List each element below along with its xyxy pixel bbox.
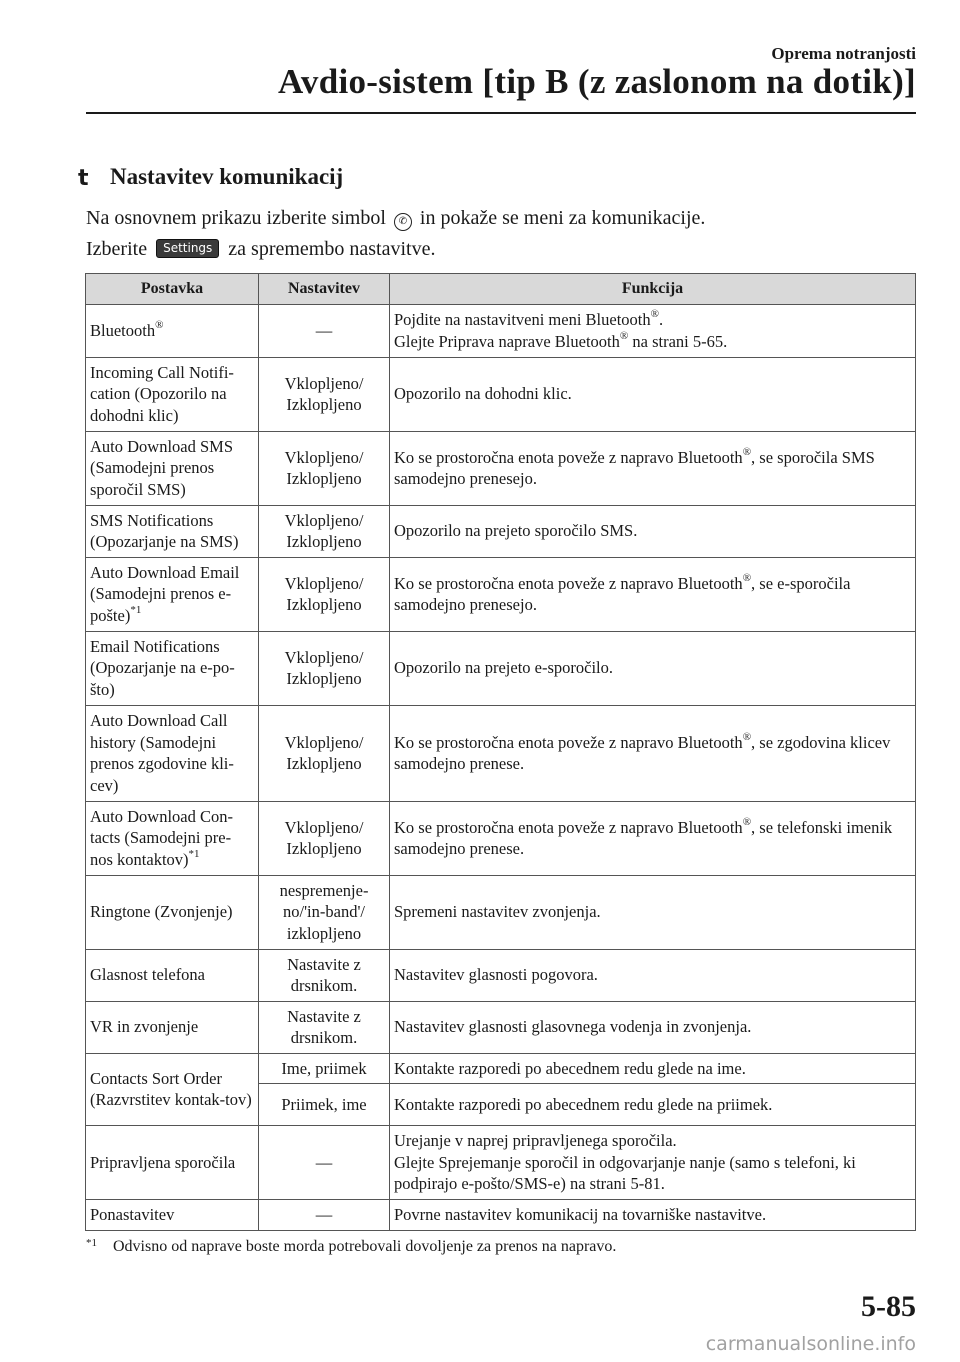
- header-section-label: Oprema notranjosti: [771, 44, 916, 63]
- setting-cell: —: [259, 1126, 390, 1200]
- column-header: Postavka: [86, 274, 259, 305]
- function-cell: Kontakte razporedi po abecednem redu glede na ime.: [390, 1053, 916, 1084]
- table-row: [86, 357, 916, 431]
- setting-cell: —: [259, 304, 390, 357]
- intro-line-2: [86, 233, 916, 265]
- item-cell: Pripravljena sporočila: [86, 1126, 259, 1200]
- function-cell: Ko se prostoročna enota poveže z napravo Bluetooth®, se zgodovina klicev samodejno prenese.: [390, 705, 916, 801]
- setting-cell: Vklopljeno/ Izklopljeno: [259, 357, 390, 431]
- function-cell: Opozorilo na dohodni klic.: [390, 357, 916, 431]
- function-cell: Povrne nastavitev komunikacij na tovarniške nastavitve.: [390, 1200, 916, 1231]
- footnote: [86, 1238, 616, 1256]
- setting-cell: Nastavite z drsnikom.: [259, 1001, 390, 1053]
- setting-cell: nespremenje-no/'in-band'/ izklopljeno: [259, 875, 390, 949]
- item-cell: Auto Download SMS (Samodejni prenos sporočil SMS): [86, 431, 259, 505]
- item-cell: Ponastavitev: [86, 1200, 259, 1231]
- function-cell: Opozorilo na prejeto sporočilo SMS.: [390, 505, 916, 557]
- setting-cell: Nastavite z drsnikom.: [259, 949, 390, 1001]
- table-row: [86, 505, 916, 557]
- table-row: [86, 431, 916, 505]
- table-row: [86, 1126, 916, 1200]
- settings-button: Settings: [156, 239, 219, 258]
- function-cell: Nastavitev glasnosti glasovnega vodenja in zvonjenja.: [390, 1001, 916, 1053]
- intro-text: in pokaže se meni za komunikacije.: [419, 207, 706, 229]
- watermark: carmanualsonline.info: [705, 1333, 916, 1355]
- function-cell: Pojdite na nastavitveni meni Bluetooth®. Glejte Priprava naprave Bluetooth® na strani 5-65.: [390, 304, 916, 357]
- intro-text: Na osnovnem prikazu izberite simbol: [86, 207, 386, 229]
- phone-communication-icon: ✆: [394, 213, 412, 231]
- intro-line-1: [86, 202, 916, 234]
- item-cell: Contacts Sort Order (Razvrstitev kontak-tov): [86, 1053, 259, 1126]
- function-cell: Nastavitev glasnosti pogovora.: [390, 949, 916, 1001]
- table-row: [86, 1001, 916, 1053]
- setting-cell: Vklopljeno/ Izklopljeno: [259, 705, 390, 801]
- section-title: Nastavitev komunikacij: [110, 164, 344, 189]
- setting-cell: —: [259, 1200, 390, 1231]
- footnote-text: Odvisno od naprave boste morda potrebovali dovoljenje za prenos na napravo.: [113, 1238, 617, 1255]
- setting-cell: Vklopljeno/ Izklopljeno: [259, 505, 390, 557]
- table-row: [86, 705, 916, 801]
- table-row: [86, 1200, 916, 1231]
- section-marker: t: [78, 166, 89, 191]
- item-cell: Auto Download Con-tacts (Samodejni pre-nos kontaktov)$^{*1}$: [86, 801, 259, 875]
- setting-cell: Ime, priimek: [259, 1053, 390, 1084]
- setting-cell: Vklopljeno/ Izklopljeno: [259, 801, 390, 875]
- table-row: [86, 801, 916, 875]
- function-cell: Spremeni nastavitev zvonjenja.: [390, 875, 916, 949]
- setting-cell: Priimek, ime: [259, 1084, 390, 1126]
- item-cell: Email Notifications (Opozarjanje na e-po-što): [86, 631, 259, 705]
- table-header-row: [86, 274, 916, 305]
- setting-cell: Vklopljeno/ Izklopljeno: [259, 631, 390, 705]
- column-header: Nastavitev: [259, 274, 390, 305]
- item-cell: Ringtone (Zvonjenje): [86, 875, 259, 949]
- function-cell: Ko se prostoročna enota poveže z napravo Bluetooth®, se sporočila SMS samodejno prenesejo.: [390, 431, 916, 505]
- table-row: [86, 304, 916, 357]
- item-cell: Bluetooth®: [86, 304, 259, 357]
- item-cell: Auto Download Call history (Samodejni prenos zgodovine kli-cev): [86, 705, 259, 801]
- function-cell: Urejanje v naprej pripravljenega sporočila. Glejte Sprejemanje sporočil in odgovarjanje nanje (samo s telefoni, ki podpirajo e-pošto/SMS-e) na strani 5-81.: [390, 1126, 916, 1200]
- column-header: Funkcija: [390, 274, 916, 305]
- table-row: [86, 557, 916, 631]
- setting-cell: Vklopljeno/ Izklopljeno: [259, 557, 390, 631]
- item-cell: Glasnost telefona: [86, 949, 259, 1001]
- page-title: Avdio-sistem [tip B (z zaslonom na dotik)]: [277, 62, 916, 101]
- function-cell: Opozorilo na prejeto e-sporočilo.: [390, 631, 916, 705]
- item-cell: Auto Download Email (Samodejni prenos e-pošte)$^{*1}$: [86, 557, 259, 631]
- function-cell: Ko se prostoročna enota poveže z napravo Bluetooth®, se e-sporočila samodejno prenesejo.: [390, 557, 916, 631]
- function-cell: Ko se prostoročna enota poveže z napravo Bluetooth®, se telefonski imenik samodejno prenese.: [390, 801, 916, 875]
- table-row: [86, 631, 916, 705]
- intro-text: Izberite: [86, 238, 148, 260]
- setting-cell: Vklopljeno/ Izklopljeno: [259, 431, 390, 505]
- footnote-mark: *1: [86, 1237, 97, 1249]
- function-cell: Kontakte razporedi po abecednem redu glede na priimek.: [390, 1084, 916, 1126]
- table-row: [86, 949, 916, 1001]
- item-cell: VR in zvonjenje: [86, 1001, 259, 1053]
- header-divider: [86, 112, 916, 114]
- intro-text: za spremembo nastavitve.: [228, 238, 436, 260]
- communication-settings-table: [85, 273, 916, 1231]
- page-number: 5-85: [861, 1290, 916, 1323]
- table-row: [86, 875, 916, 949]
- table-row: [86, 1053, 916, 1084]
- item-cell: SMS Notifications (Opozarjanje na SMS): [86, 505, 259, 557]
- item-cell: Incoming Call Notifi-cation (Opozorilo na dohodni klic): [86, 357, 259, 431]
